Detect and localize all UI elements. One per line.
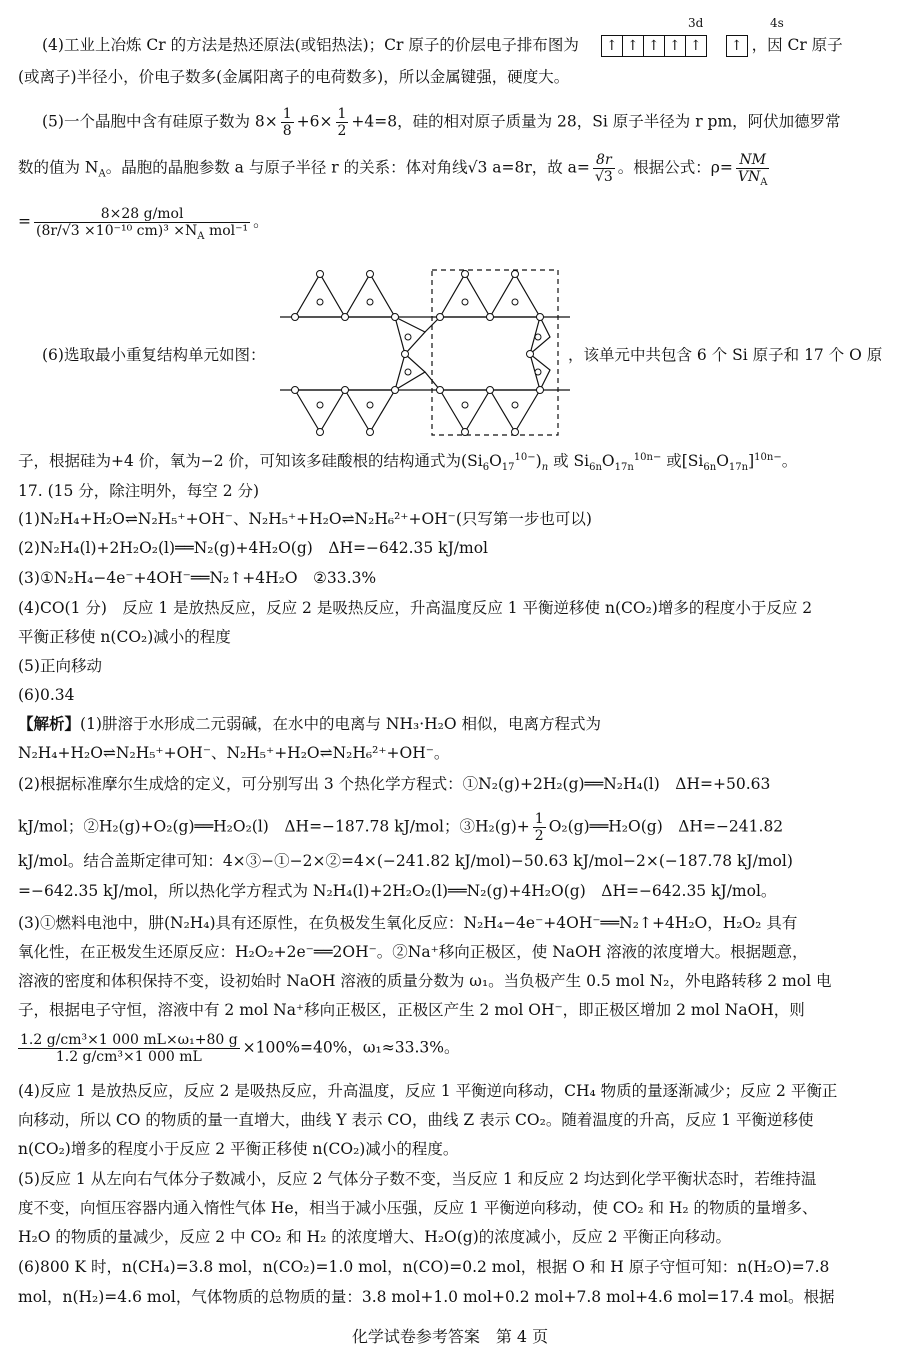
answer-17-3: (3)①N₂H₄−4e⁻+4OH⁻══N₂↑+4H₂O ②33.3% — [18, 569, 377, 587]
orbital-label-4s: 4s — [770, 16, 784, 30]
orbital-box: ↑ — [726, 35, 748, 57]
analysis-17: H₂O 的物质的量减少，反应 2 中 CO₂ 和 H₂ 的浓度增大、H₂O(g)的浓度减小，反应 2 平衡正向移动。 — [18, 1228, 731, 1246]
text-chromium-smelting: (4)工业上冶炼 Cr 的方法是热还原法(或铝热法)；Cr 原子的价层电子排布图为 — [42, 36, 579, 54]
question-17-header: 17. (15 分，除注明外，每空 2 分) — [18, 482, 260, 500]
analysis-13: 向移动，所以 CO 的物质的量一直增大，曲线 Y 表示 CO，曲线 Z 表示 CO₂。随着温度的升高，反应 1 平衡逆移使 — [18, 1111, 814, 1129]
orbital-box: ↑ — [601, 35, 623, 57]
text-avogadro: 数的值为 N — [18, 158, 99, 177]
analysis-14: n(CO₂)增多的程度小于反应 2 平衡正移使 n(CO₂)减小的程度。 — [18, 1140, 459, 1158]
orbital-box: ↑ — [664, 35, 686, 57]
analysis-tag: 【解析】 — [18, 714, 81, 733]
analysis-9: 溶液的密度和体积保持不变，设初始时 NaOH 溶液的质量分数为 ω₁。当负极产生 0.5 mol N₂，外电路转移 2 mol 电 — [18, 972, 832, 990]
line-5-atom-count — [42, 106, 882, 139]
fraction-one-half: $\frac{1}{2}$ — [337, 106, 347, 139]
analysis-2: N₂H₄+H₂O⇌N₂H₅⁺+OH⁻、N₂H₅⁺+H₂O⇌N₂H₆²⁺+OH⁻。 — [18, 744, 450, 762]
line-cell-parameter: 数的值为 $N_A$。晶胞的晶胞参数 a 与原子半径 r 的关系：体对角线√3 a=8r，故 a= $\frac{8r}{√3}$ 。根据公式：ρ= $\frac{NM}{VN_A}$ — [18, 152, 768, 188]
analysis-12: (4)反应 1 是放热反应，反应 2 是吸热反应，升高温度，反应 1 平衡逆向移动，CH₄ 物质的量逐渐减少；反应 2 平衡正 — [18, 1082, 838, 1100]
text-plus-six: +6× — [296, 112, 333, 131]
line-silicate-formula: 子，根据硅为+4 价，氧为−2 价，可知该多硅酸根的结构通式为$(Si_6O_{17}^{10-})_n$ 或 $Si_{6n}O_{17n}^{10n-}$ 或$[Si_{6n}O_{17n}]^{10n-}$。 — [18, 451, 798, 474]
analysis-6: =−642.35 kJ/mol，所以热化学方程式为 N₂H₄(l)+2H₂O₂(l)══N₂(g)+4H₂O(g) ΔH=−642.35 kJ/mol。 — [18, 882, 777, 900]
fraction-density: $\frac{\text{8×28 g/mol}}{(8r/√3 \times 10^{-10} cm)^3 \times N_A mol^{-1}}$ — [36, 206, 249, 242]
orbital-label-3d: 3d — [688, 16, 704, 30]
orbital-box: ↑ — [622, 35, 644, 57]
analysis-10: 子，根据电子守恒，溶液中有 2 mol Na⁺移向正极区，正极区产生 2 mol OH⁻，即正极区增加 2 mol NaOH，则 — [18, 1001, 805, 1019]
text-diagonal: 。晶胞的晶胞参数 a 与原子半径 r 的关系：体对角线√3 a=8r，故 a= — [105, 158, 590, 177]
page-footer: 化学试卷参考答案 第 4 页 — [351, 1327, 549, 1346]
analysis-8: 氧化性，在正极发生还原反应：H₂O₂+2e⁻══2OH⁻。②Na⁺移向正极区，使 NaOH 溶液的浓度增大。根据题意， — [18, 943, 808, 961]
orbital-diagram-3d — [601, 36, 711, 54]
analysis-18: (6)800 K 时，n(CH₄)=3.8 mol，n(CO₂)=1.0 mol，n(CO)=0.2 mol，根据 O 和 H 原子守恒可知：n(H₂O)=7.8 — [18, 1258, 830, 1276]
line-metal-bond: (或离子)半径小，价电子数多(金属阳离子的电荷数多)，所以金属键强，硬度大。 — [18, 68, 570, 86]
text-structure-unit: (6)选取最小重复结构单元如图： — [42, 346, 266, 364]
text-silicon-mass: +4=8，硅的相对原子质量为 28，Si 原子半径为 r pm，阿伏加德罗常 — [351, 112, 841, 131]
analysis-11: $\frac{\text{1.2 g/cm³×1 000 mL×ω₁+80 g}}{\text{1.2 g/cm³×1 000 mL}}$ ×100%=40%，ω₁≈33.3%。 — [20, 1032, 460, 1065]
analysis-19: mol，n(H₂)=4.6 mol，气体物质的总物质的量：3.8 mol+1.0 mol+0.2 mol+7.8 mol+4.6 mol=17.4 mol。根据 — [18, 1288, 835, 1306]
analysis-3: (2)根据标准摩尔生成焓的定义，可分别写出 3 个热化学方程式：①N₂(g)+2H₂(g)══N₂H₄(l) ΔH=+50.63 — [18, 775, 771, 793]
orbital-box: ↑ — [643, 35, 665, 57]
answer-17-2: (2)N₂H₄(l)+2H₂O₂(l)══N₂(g)+4H₂O(g) ΔH=−642.35 kJ/mol — [18, 539, 488, 557]
text-density-formula: 。根据公式：ρ= — [617, 158, 733, 177]
text-atom-count: (5)一个晶胞中含有硅原子数为 8× — [42, 112, 278, 131]
analysis-15: (5)反应 1 从左向右气体分子数减小，反应 2 气体分子数不变，当反应 1 和反应 2 均达到化学平衡状态时，若维持温 — [18, 1170, 817, 1188]
text-equals: = — [18, 212, 31, 231]
analysis-5: kJ/mol。结合盖斯定律可知：4×③−①−2×②=4×(−241.82 kJ/mol)−50.63 kJ/mol−2×(−187.78 kJ/mol) — [18, 852, 793, 870]
analysis-1: 【解析】(1)肼溶于水形成二元弱碱，在水中的电离与 NH₃·H₂O 相似，电离方程式为 — [18, 714, 601, 733]
line-4-electron-config — [42, 34, 882, 57]
answer-17-4a: (4)CO(1 分) 反应 1 是放热反应，反应 2 是吸热反应，升高温度反应 1 平衡逆移使 n(CO₂)增多的程度小于反应 2 — [18, 599, 813, 617]
answer-17-1: (1)N₂H₄+H₂O⇌N₂H₅⁺+OH⁻、N₂H₅⁺+H₂O⇌N₂H₆²⁺+OH⁻(只写第一步也可以) — [18, 510, 592, 528]
fraction-8r-sqrt3: $\frac{8r}{√3}$ — [594, 152, 613, 185]
answer-17-4b: 平衡正移使 n(CO₂)减小的程度 — [18, 628, 231, 646]
text-period: 。 — [253, 212, 269, 231]
line-density-result — [18, 206, 882, 242]
text-cr-radius: ，因 Cr 原子 — [751, 36, 843, 54]
text-si-o-count: ，该单元中共包含 6 个 Si 原子和 17 个 O 原 — [568, 346, 883, 364]
analysis-4: kJ/mol；②H₂(g)+O₂(g)══H₂O₂(l) ΔH=−187.78 kJ/mol；③H₂(g)+ $\frac{1}{2}$ O₂(g)══H₂O(g) ΔH=−241.82 — [18, 811, 784, 844]
orbital-box: ↑ — [685, 35, 707, 57]
answer-17-5: (5)正向移动 — [18, 657, 102, 675]
fraction-mass-percent: $\frac{\text{1.2 g/cm³×1 000 mL×ω₁+80 g}}{\text{1.2 g/cm³×1 000 mL}}$ — [20, 1032, 238, 1065]
answer-17-6: (6)0.34 — [18, 686, 75, 704]
fraction-one-eighth: $\frac{1}{8}$ — [282, 106, 292, 139]
analysis-7: (3)①燃料电池中，肼(N₂H₄)具有还原性，在负极发生氧化反应：N₂H₄−4e⁻+4OH⁻══N₂↑+4H₂O，H₂O₂ 具有 — [18, 914, 798, 932]
analysis-16: 度不变，向恒压容器内通入惰性气体 He，相当于减小压强，反应 1 平衡逆向移动，使 CO₂ 和 H₂ 的物质的量增多、 — [18, 1199, 818, 1217]
fraction-one-half-o2: $\frac{1}{2}$ — [534, 811, 544, 844]
fraction-nm-vna: $\frac{NM}{VN_A}$ — [737, 152, 768, 188]
orbital-diagram-4s — [726, 36, 752, 54]
line-6-structure-unit — [42, 344, 882, 366]
